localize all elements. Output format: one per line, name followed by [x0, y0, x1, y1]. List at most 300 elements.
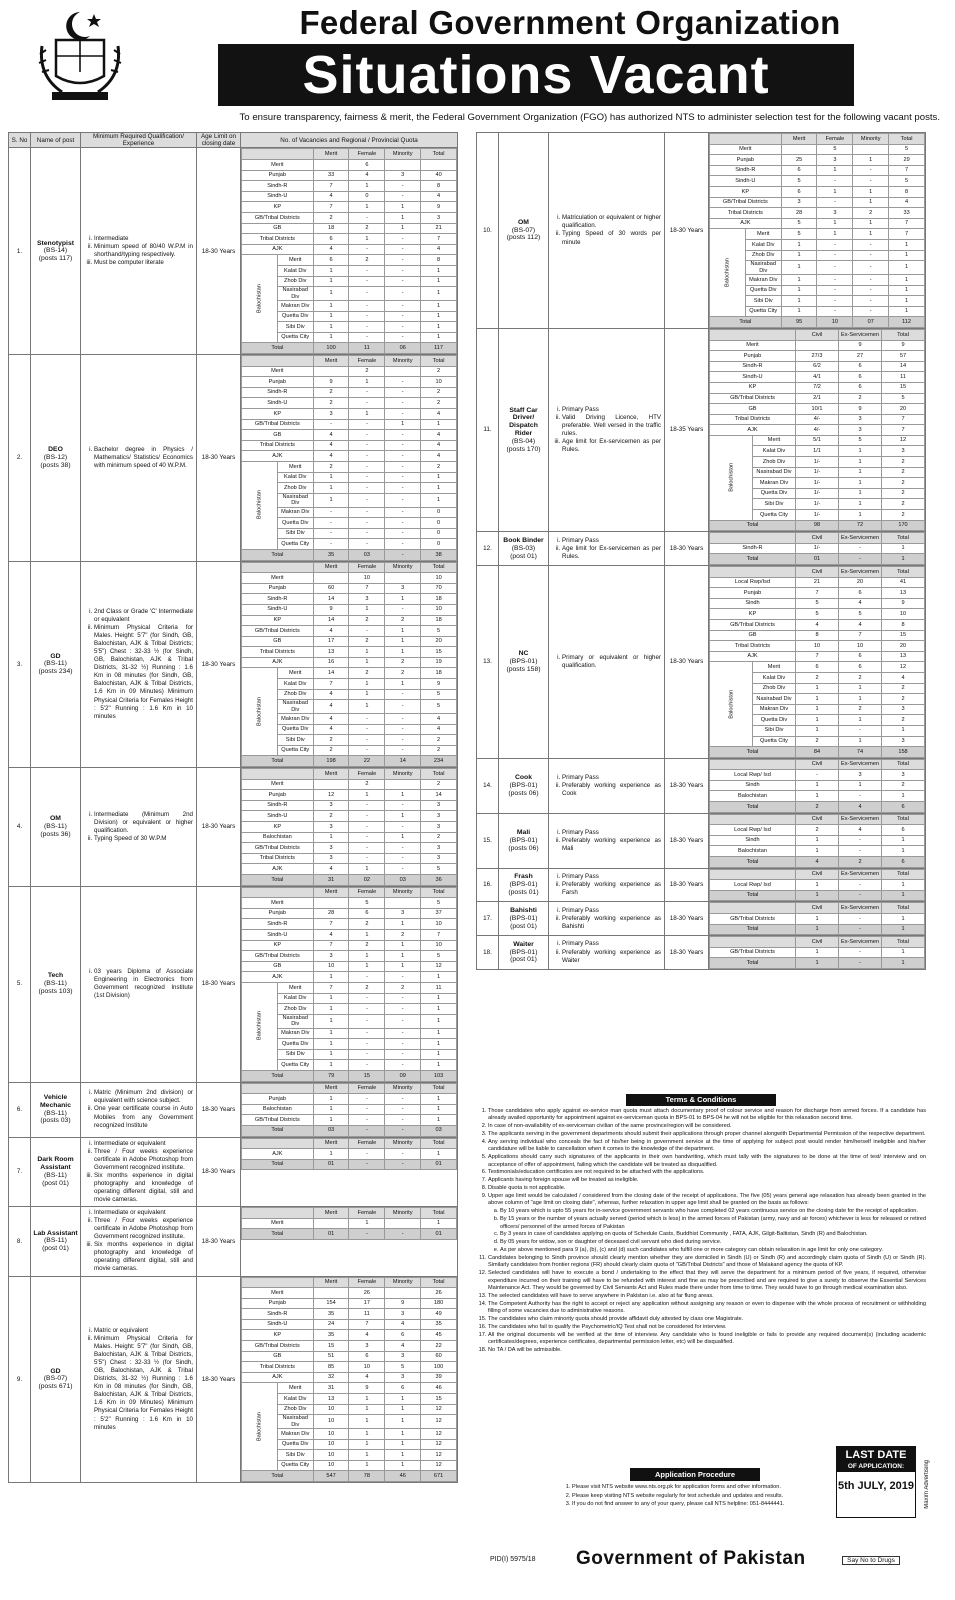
total-value: 1	[796, 924, 839, 935]
quota-value: 3	[349, 1341, 385, 1352]
quota-row	[242, 440, 457, 451]
quota-value: 3	[385, 170, 421, 181]
region-name: Merit	[242, 898, 314, 909]
quota-value: 1	[313, 1060, 349, 1071]
quota-value: 15	[421, 647, 457, 658]
quota-value: 10	[349, 573, 385, 584]
division-name: Zhob Div	[277, 689, 313, 700]
quota-value: 4	[421, 408, 457, 419]
region-name: Tribal Districts	[242, 647, 314, 658]
qualification-item: ii. Valid Driving Licence, HTV preferable. Well versed in the traffic rules.	[562, 414, 661, 438]
quota-value: 15	[882, 382, 925, 393]
quota-value: -	[349, 843, 385, 854]
government-of-pakistan: Government of Pakistan	[576, 1548, 806, 1569]
quota-value: -	[385, 1149, 421, 1160]
quota-header-minority: Minority	[385, 1138, 421, 1149]
serial-number: 14.	[477, 758, 499, 813]
quota-value	[421, 160, 457, 171]
application-list	[560, 1483, 830, 1508]
quota-table	[241, 887, 457, 1082]
total-value: 95	[781, 317, 817, 328]
qualification-item: i. Intermediate (Minimum 2nd Division) or equivalent or higher qualification.	[94, 811, 193, 835]
post-row	[477, 936, 926, 970]
quota-row	[242, 594, 457, 605]
quota-row	[242, 647, 457, 658]
region-name: Tribal Districts	[242, 853, 314, 864]
division-name: Quetta City	[277, 745, 313, 756]
division-name: Makran Div	[745, 274, 781, 285]
quota-header-female: Female	[349, 356, 385, 367]
region-name: Sindh-R	[710, 361, 796, 372]
quota-value: 1	[421, 1004, 457, 1015]
quota-header-total: Total	[421, 1138, 457, 1149]
serial-number: 5.	[9, 886, 31, 1082]
quota-value: 20	[882, 404, 925, 415]
post-grade: (BS-11)	[44, 1237, 67, 1245]
division-name: Kalat Div	[753, 672, 796, 683]
quota-value: 4	[349, 1372, 385, 1383]
region-name: AJK	[242, 244, 314, 255]
quota-value: -	[817, 306, 853, 317]
quota-value: -	[385, 689, 421, 700]
balochistan-label: Balochistan	[242, 461, 278, 549]
qualification-item: ii. Preferably working experience as Mali	[562, 837, 661, 853]
quota-row	[242, 451, 457, 462]
total-label: Total	[242, 343, 314, 354]
post-row	[477, 868, 926, 902]
header-post: Name of post	[31, 133, 81, 148]
quota-value: 4	[313, 700, 349, 714]
quota-row	[242, 811, 457, 822]
quota-value: 14	[421, 790, 457, 801]
quota-header-total: Total	[882, 567, 925, 578]
qualification-list	[552, 654, 661, 670]
quota-table	[241, 148, 457, 354]
quota-value: 5	[796, 598, 839, 609]
quota-value: 5	[889, 144, 925, 155]
quota-row	[710, 144, 925, 155]
quota-value: 1	[385, 1415, 421, 1429]
balochistan-row	[710, 229, 925, 240]
quota-value: 1	[349, 377, 385, 388]
quota-value: 1	[385, 951, 421, 962]
quota-value: 2	[882, 715, 925, 726]
quota-value: 1	[313, 1094, 349, 1105]
header-quota: No. of Vacancies and Regional / Provincial Quota	[241, 133, 458, 148]
quota-row	[710, 361, 925, 372]
quota-value: 6	[349, 1351, 385, 1362]
qualification-list	[552, 537, 661, 561]
quota-value: 1	[853, 229, 889, 240]
post-title: Vehicle Mechanic	[40, 1093, 71, 1109]
post-title: Bahishti	[510, 907, 537, 915]
quota-table	[709, 869, 925, 902]
region-name: Punjab	[242, 908, 314, 919]
quota-value	[385, 898, 421, 909]
quota-header-blank	[710, 903, 796, 914]
balochistan-row	[242, 461, 457, 472]
qualification-list	[84, 235, 193, 267]
qualification-item: iii. Six months experience in digital photography and knowledge of operating different digital, still and movie cameras.	[94, 1172, 193, 1204]
total-label: Total	[242, 1229, 314, 1240]
quota-row	[710, 155, 925, 166]
quota-value: 1/-	[796, 510, 839, 521]
quota-value: -	[385, 507, 421, 518]
total-value: 01	[421, 1159, 457, 1170]
quota-value: 1	[385, 790, 421, 801]
quota-value: 1	[313, 1028, 349, 1039]
quota-header-exs: Ex-Servicemen	[839, 814, 882, 825]
quota-value	[313, 366, 349, 377]
quota-value: -	[853, 274, 889, 285]
post-title: Dark Room Assistant	[37, 1156, 74, 1171]
quota-value: -	[385, 430, 421, 441]
division-name: Nasirabad Div	[745, 261, 781, 275]
age-limit: 18-30 Years	[665, 868, 709, 902]
post-name	[499, 532, 549, 566]
quota-value: 1	[313, 832, 349, 843]
region-name: Sindh	[710, 835, 796, 846]
division-name: Makran Div	[277, 1028, 313, 1039]
quota-value: -	[385, 451, 421, 462]
quota-value: 5	[839, 435, 882, 446]
quota-value: 1	[796, 846, 839, 857]
division-name: Nasirabad Div	[277, 287, 313, 301]
quota-value: 1	[421, 287, 457, 301]
quota-value: 35	[313, 1309, 349, 1320]
quota-value: -	[349, 1115, 385, 1126]
quota-value: -	[817, 285, 853, 296]
quota-row	[242, 1309, 457, 1320]
quota-value: 46	[421, 1383, 457, 1394]
quota-header-total: Total	[882, 937, 925, 948]
quota-value: 1	[349, 1460, 385, 1471]
qualification-list	[84, 968, 193, 1000]
quota-value: 1	[349, 679, 385, 690]
quota-row	[242, 419, 457, 430]
post-grade: (BPS-01)	[509, 657, 538, 665]
quota-value: 2	[385, 657, 421, 668]
quota-value: -	[385, 1060, 421, 1071]
region-name: Merit	[242, 1288, 314, 1299]
quota-value: 1	[349, 1218, 385, 1229]
quota-value: 1	[313, 993, 349, 1004]
total-value: 03	[421, 1125, 457, 1136]
quota-value: 22	[421, 1341, 457, 1352]
region-name: Punjab	[710, 588, 796, 599]
total-value: -	[385, 1125, 421, 1136]
quota-value: -	[839, 846, 882, 857]
quota-value: 1	[889, 250, 925, 261]
quota-value: 1	[385, 647, 421, 658]
total-value: 03	[349, 549, 385, 560]
qualification-item: ii. Three / Four weeks experience certificate in Adobe Photoshop from Government recognized institute.	[94, 1148, 193, 1172]
region-name: AJK	[242, 1149, 314, 1160]
quota-value: -	[385, 483, 421, 494]
division-name: Merit	[277, 982, 313, 993]
quota-value: 41	[882, 577, 925, 588]
quota-value: 1	[313, 1149, 349, 1160]
quota-row	[242, 398, 457, 409]
total-value: 547	[313, 1471, 349, 1482]
quota-value: 26	[421, 1288, 457, 1299]
quota-value: 4	[313, 929, 349, 940]
total-value: 84	[796, 747, 839, 758]
age-limit: 18-30 Years	[197, 561, 241, 768]
quota-header-total: Total	[889, 134, 925, 145]
quota-value: -	[385, 1004, 421, 1015]
quota-value: 2	[385, 668, 421, 679]
quota-value: 1	[349, 1394, 385, 1405]
quota-value: 1	[313, 1104, 349, 1115]
region-name: KP	[242, 1330, 314, 1341]
qualification	[81, 148, 197, 355]
post-grade: (BS-07)	[511, 226, 536, 234]
region-name: GB	[242, 1351, 314, 1362]
quota-header-female: Female	[817, 134, 853, 145]
total-value: 2	[839, 857, 882, 868]
quota-value: 12	[421, 1415, 457, 1429]
quota-value: -	[349, 1149, 385, 1160]
state-emblem-icon	[34, 6, 126, 106]
quota-value: 1/-	[796, 478, 839, 489]
quota-row	[710, 372, 925, 383]
quota-row	[710, 846, 925, 857]
quota-value: 39	[421, 1372, 457, 1383]
qualification	[549, 532, 665, 566]
quota-value: 1	[385, 636, 421, 647]
quota-value: 1	[839, 478, 882, 489]
quota-value: 1	[421, 472, 457, 483]
total-value: 112	[889, 317, 925, 328]
quota-value: -	[349, 724, 385, 735]
quota-header-total: Total	[421, 356, 457, 367]
quota-value: -	[349, 311, 385, 322]
quota-value: -	[385, 440, 421, 451]
post-row	[9, 1137, 458, 1207]
quota-value: 3	[421, 800, 457, 811]
quota-value	[385, 366, 421, 377]
post-title: Mali	[516, 828, 531, 836]
header-sno: S. No	[9, 133, 31, 148]
total-value: 74	[839, 747, 882, 758]
qualification-item: i. Primary Pass	[562, 940, 661, 948]
region-name: KP	[242, 615, 314, 626]
quota-value: 2	[853, 208, 889, 219]
region-name: Merit	[710, 340, 796, 351]
region-name: GB/Tribal Districts	[710, 619, 796, 630]
quota-value: 3	[421, 843, 457, 854]
total-value: -	[349, 1125, 385, 1136]
quota-value: 1	[349, 657, 385, 668]
total-label: Total	[242, 1070, 314, 1081]
quota-row	[242, 604, 457, 615]
region-name: Punjab	[710, 155, 782, 166]
region-name: Balochistan	[242, 832, 314, 843]
division-name: Merit	[277, 255, 313, 266]
quota-value: 1	[349, 790, 385, 801]
quota-header-blank	[710, 533, 796, 544]
qualification-list	[84, 1327, 193, 1432]
quota-value: 1	[385, 811, 421, 822]
quota-value: 1	[421, 1014, 457, 1028]
term-item: 16. The candidates who fail to qualify the Psychometric/IQ Test shall not be considered for interview.	[488, 1324, 926, 1331]
total-row	[242, 756, 457, 767]
total-value: 03	[385, 875, 421, 886]
quota-value: -	[853, 239, 889, 250]
region-name: GB/Tribal Districts	[242, 626, 314, 637]
quota-value: 1	[421, 311, 457, 322]
quota-cell	[241, 886, 458, 1082]
region-name: Tribal Districts	[242, 234, 314, 245]
quota-value: 6	[839, 361, 882, 372]
quota-value: -	[349, 451, 385, 462]
quota-header-merit: Merit	[313, 149, 349, 160]
post-name	[31, 768, 81, 887]
quota-value: 49	[421, 1309, 457, 1320]
division-name: Makran Div	[753, 704, 796, 715]
quota-value: 1	[796, 791, 839, 802]
quota-value: 1	[421, 483, 457, 494]
division-name: Quetta City	[277, 1060, 313, 1071]
quota-value: -	[385, 244, 421, 255]
quota-cell	[241, 1276, 458, 1483]
quota-value: 35	[313, 1330, 349, 1341]
quota-value: 1	[882, 947, 925, 958]
post-title: Cook	[515, 773, 532, 781]
region-name: Sindh-R	[242, 181, 314, 192]
quota-header-blank	[242, 562, 314, 573]
region-name: AJK	[710, 651, 796, 662]
quota-value: 1	[313, 972, 349, 983]
quota-value: -	[349, 387, 385, 398]
qualification-list	[84, 1140, 193, 1205]
quota-value: -	[385, 493, 421, 507]
quota-row	[242, 800, 457, 811]
total-value: 09	[385, 1070, 421, 1081]
quota-value: -	[817, 250, 853, 261]
quota-header-minority: Minority	[385, 1277, 421, 1288]
quota-value: -	[385, 301, 421, 312]
quota-value: 5	[349, 898, 385, 909]
quota-row	[242, 1115, 457, 1126]
quota-value: 2	[349, 668, 385, 679]
total-value: -	[839, 554, 882, 565]
quota-value: -	[385, 472, 421, 483]
qualification-item: i. Primary Pass	[562, 774, 661, 782]
total-row	[710, 317, 925, 328]
quota-value: 4	[313, 451, 349, 462]
quota-header-total: Total	[882, 869, 925, 880]
quota-value: 2	[349, 366, 385, 377]
post-row	[9, 886, 458, 1082]
quota-value: 13	[882, 651, 925, 662]
post-title: Book Binder	[503, 536, 544, 544]
quota-cell	[709, 936, 926, 970]
quota-value: 13	[882, 588, 925, 599]
quota-value: -	[385, 518, 421, 529]
quota-value: 6	[781, 165, 817, 176]
quota-table	[709, 902, 925, 935]
total-value: 72	[839, 520, 882, 531]
qualification-item: ii. One year certificate course in Auto Mobiles from any Government recognized Institute	[94, 1105, 193, 1129]
quota-value: 6	[349, 908, 385, 919]
quota-value: 18	[421, 594, 457, 605]
quota-value: 4	[313, 244, 349, 255]
division-name: Nasirabad Div	[753, 467, 796, 478]
quota-header-civil: Civil	[796, 937, 839, 948]
quota-value: 9	[839, 340, 882, 351]
quota-value: 4	[313, 714, 349, 725]
quota-value: 4/1	[796, 372, 839, 383]
total-value: 03	[313, 1125, 349, 1136]
quota-row	[242, 1372, 457, 1383]
quota-header-blank	[242, 1208, 314, 1219]
quota-header-row	[242, 149, 457, 160]
qualification	[549, 566, 665, 759]
quota-value: 1	[313, 483, 349, 494]
quota-table	[241, 355, 457, 561]
quota-row	[710, 641, 925, 652]
post-grade: (BPS-01)	[509, 836, 538, 844]
quota-value: 1/1	[796, 446, 839, 457]
quota-value: 1	[817, 165, 853, 176]
quota-header-exs: Ex-Servicemen	[839, 329, 882, 340]
quota-header-row	[242, 562, 457, 573]
quota-value: 3	[817, 155, 853, 166]
qualification	[549, 902, 665, 936]
quota-header-row	[710, 759, 925, 770]
quota-value: 2	[882, 478, 925, 489]
quota-value: -	[349, 1028, 385, 1039]
post-row	[477, 532, 926, 566]
quota-value: 35	[421, 1319, 457, 1330]
quota-value: 4/-	[796, 414, 839, 425]
quota-header-civil: Civil	[796, 533, 839, 544]
quota-value: 1	[839, 736, 882, 747]
quota-value: 1	[385, 419, 421, 430]
quota-row	[242, 615, 457, 626]
quota-header-merit: Merit	[781, 134, 817, 145]
quota-table	[241, 1083, 457, 1137]
quota-value: 0	[421, 528, 457, 539]
quota-row	[710, 598, 925, 609]
quota-row	[242, 898, 457, 909]
division-name: Merit	[745, 229, 781, 240]
post-count: (posts 103)	[38, 987, 73, 995]
quota-cell	[241, 1137, 458, 1207]
total-row	[242, 1159, 457, 1170]
quota-table	[241, 1138, 457, 1171]
total-label: Total	[710, 890, 796, 901]
qualification-list	[84, 1209, 193, 1274]
quota-row	[242, 181, 457, 192]
qualification-item: i. Intermediate	[94, 235, 193, 243]
post-title: Frash	[514, 873, 533, 881]
qualification	[549, 133, 665, 329]
quota-value: 1	[817, 218, 853, 229]
region-name: Merit	[242, 1218, 314, 1229]
quota-value: -	[349, 800, 385, 811]
quota-value: 15	[313, 1341, 349, 1352]
quota-value: 14	[313, 668, 349, 679]
qualification-item: ii. Typing Speed of 30 W.P.M	[94, 835, 193, 843]
quota-value: 4	[385, 1319, 421, 1330]
total-value: -	[839, 890, 882, 901]
region-name: KP	[710, 186, 782, 197]
term-item: 2. In case of non-availability of ex-serviceman civilian of the same province/region will be considered.	[488, 1123, 926, 1130]
quota-header-female: Female	[349, 1208, 385, 1219]
